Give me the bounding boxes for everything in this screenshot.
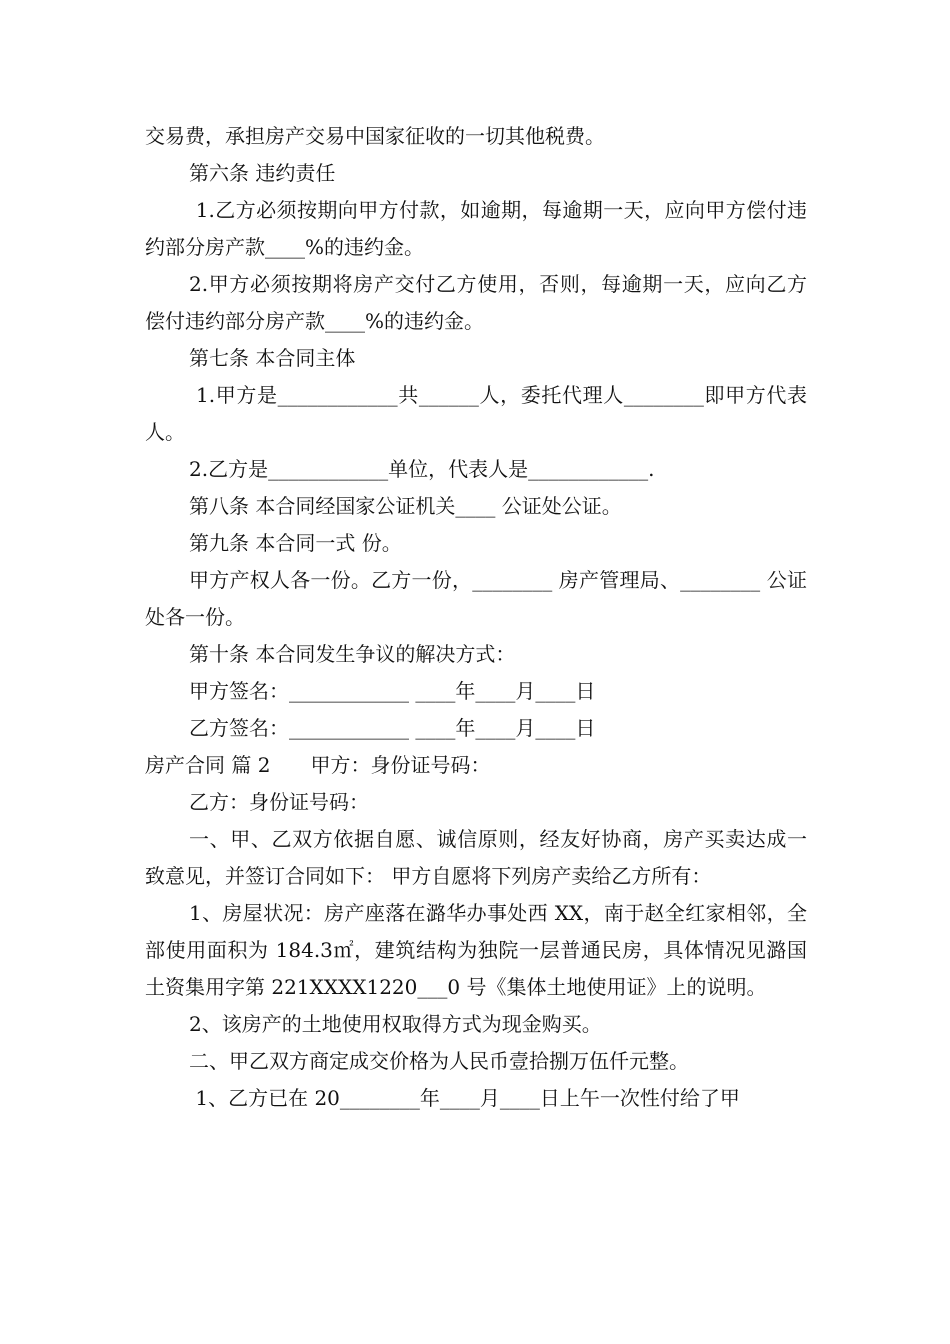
section-heading: 第七条 本合同主体 — [189, 346, 356, 370]
section-heading: 第十条 本合同发生争议的解决方式： — [189, 642, 516, 666]
paragraph: 1、房屋状况：房产座落在潞华办事处西 XX，南于赵全红家相邻，全部使用面积为 184.3㎡，建筑结构为独院一层普通民房，具体情况见潞国土资集用字第 221XXXX1220___0 号《集体土地使用证》上的说明。 — [145, 901, 807, 999]
paragraph: 一、甲、乙双方依据自愿、诚信原则，经友好协商，房产买卖达成一致意见，并签订合同如下： 甲方自愿将下列房产卖给乙方所有： — [145, 827, 807, 888]
paragraph: 甲方产权人各一份。乙方一份，________ 房产管理局、________ 公证处各一份。 — [145, 568, 807, 629]
paragraph: 2.甲方必须按期将房产交付乙方使用，否则，每逾期一天，应向乙方偿付违约部分房产款____%的违约金。 — [145, 272, 807, 333]
paragraph: 交易费，承担房产交易中国家征收的一切其他税费。 — [145, 124, 605, 148]
paragraph: 2、该房产的土地使用权取得方式为现金购买。 — [189, 1012, 602, 1036]
contract-text — [145, 118, 807, 1117]
signature-line: 甲方签名：____________ ____年____月____日 — [189, 679, 596, 703]
section-heading: 第八条 本合同经国家公证机关____ 公证处公证。 — [189, 494, 622, 518]
paragraph: 1.乙方必须按期向甲方付款，如逾期，每逾期一天，应向甲方偿付违约部分房产款____%的违约金。 — [145, 198, 807, 259]
paragraph: 二、甲乙双方商定成交价格为人民币壹拾捌万伍仟元整。 — [189, 1049, 689, 1073]
section-heading: 第六条 违约责任 — [189, 161, 336, 185]
paragraph: 乙方：身份证号码： — [189, 790, 369, 814]
signature-line: 乙方签名：____________ ____年____月____日 — [189, 716, 596, 740]
paragraph: 1.甲方是____________共______人，委托代理人________即甲方代表人。 — [145, 383, 808, 444]
paragraph: 2.乙方是____________单位，代表人是____________. — [189, 457, 655, 481]
contract-title: 房产合同 篇 2 甲方：身份证号码： — [145, 753, 491, 777]
section-heading: 第九条 本合同一式 份。 — [189, 531, 402, 555]
paragraph: 1、乙方已在 20________年____月____日上午一次性付给了甲 — [189, 1086, 740, 1110]
